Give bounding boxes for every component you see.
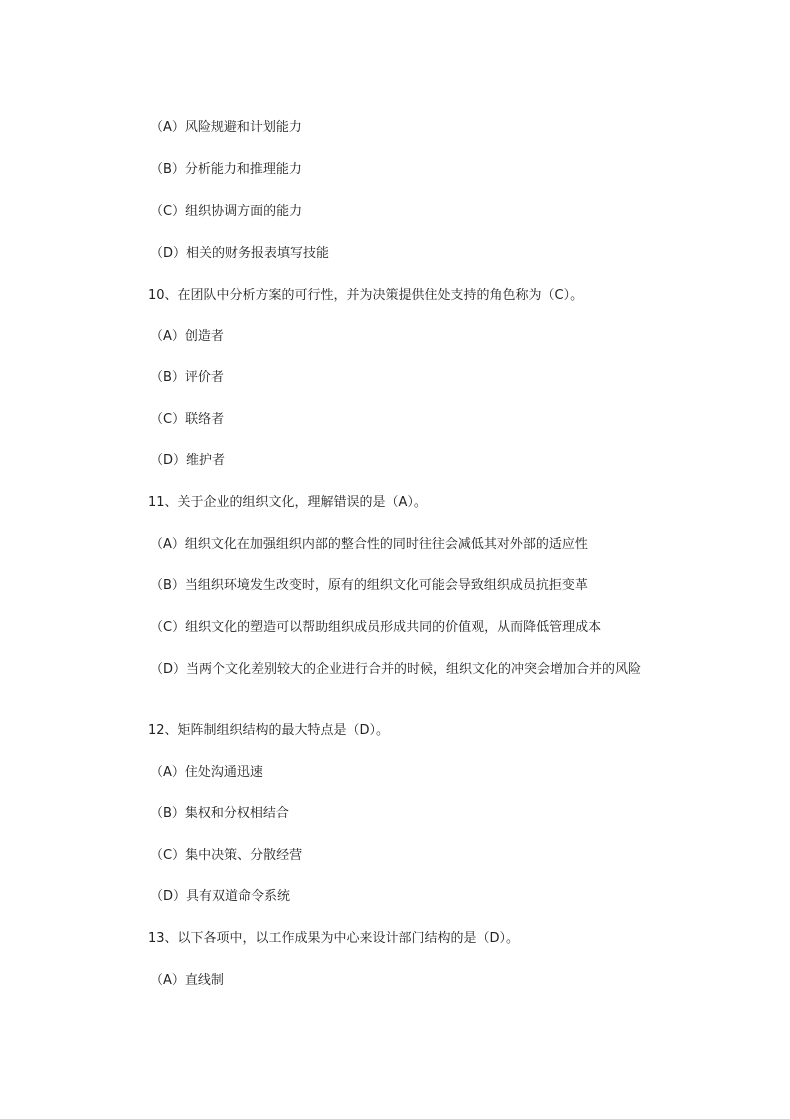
option-9a: （A）风险规避和计划能力 [150,120,302,135]
question-13: 13、以下各项中，以工作成果为中心来设计部门结构的是（D）。 [148,931,520,946]
option-11c: （C）组织文化的塑造可以帮助组织成员形成共同的价值观，从而降低管理成本 [150,620,602,635]
question-11: 11、关于企业的组织文化，理解错误的是（A）。 [148,495,427,510]
option-9d: （D）相关的财务报表填写技能 [150,246,330,261]
option-12a: （A）住处沟通迅速 [150,765,263,780]
option-10c: （C）联络者 [150,412,225,427]
option-12c: （C）集中决策、分散经营 [150,848,303,863]
option-11a: （A）组织文化在加强组织内部的整合性的同时往往会减低其对外部的适应性 [150,537,588,552]
option-9b: （B）分析能力和推理能力 [150,162,302,177]
question-12: 12、矩阵制组织结构的最大特点是（D）。 [148,723,390,738]
option-13a: （A）直线制 [150,973,224,988]
question-10: 10、在团队中分析方案的可行性，并为决策提供住处支持的角色称为（C）。 [148,288,584,303]
option-12b: （B）集权和分权相结合 [150,806,289,821]
option-10d: （D）维护者 [150,453,226,468]
option-10a: （A）创造者 [150,329,224,344]
option-11d: （D）当两个文化差别较大的企业进行合并的时候，组织文化的冲突会增加合并的风险 [150,662,642,677]
option-10b: （B）评价者 [150,370,224,385]
option-11b: （B）当组织环境发生改变时，原有的组织文化可能会导致组织成员抗拒变革 [150,578,588,593]
option-9c: （C）组织协调方面的能力 [150,204,303,219]
option-12d: （D）具有双道命令系统 [150,889,291,904]
